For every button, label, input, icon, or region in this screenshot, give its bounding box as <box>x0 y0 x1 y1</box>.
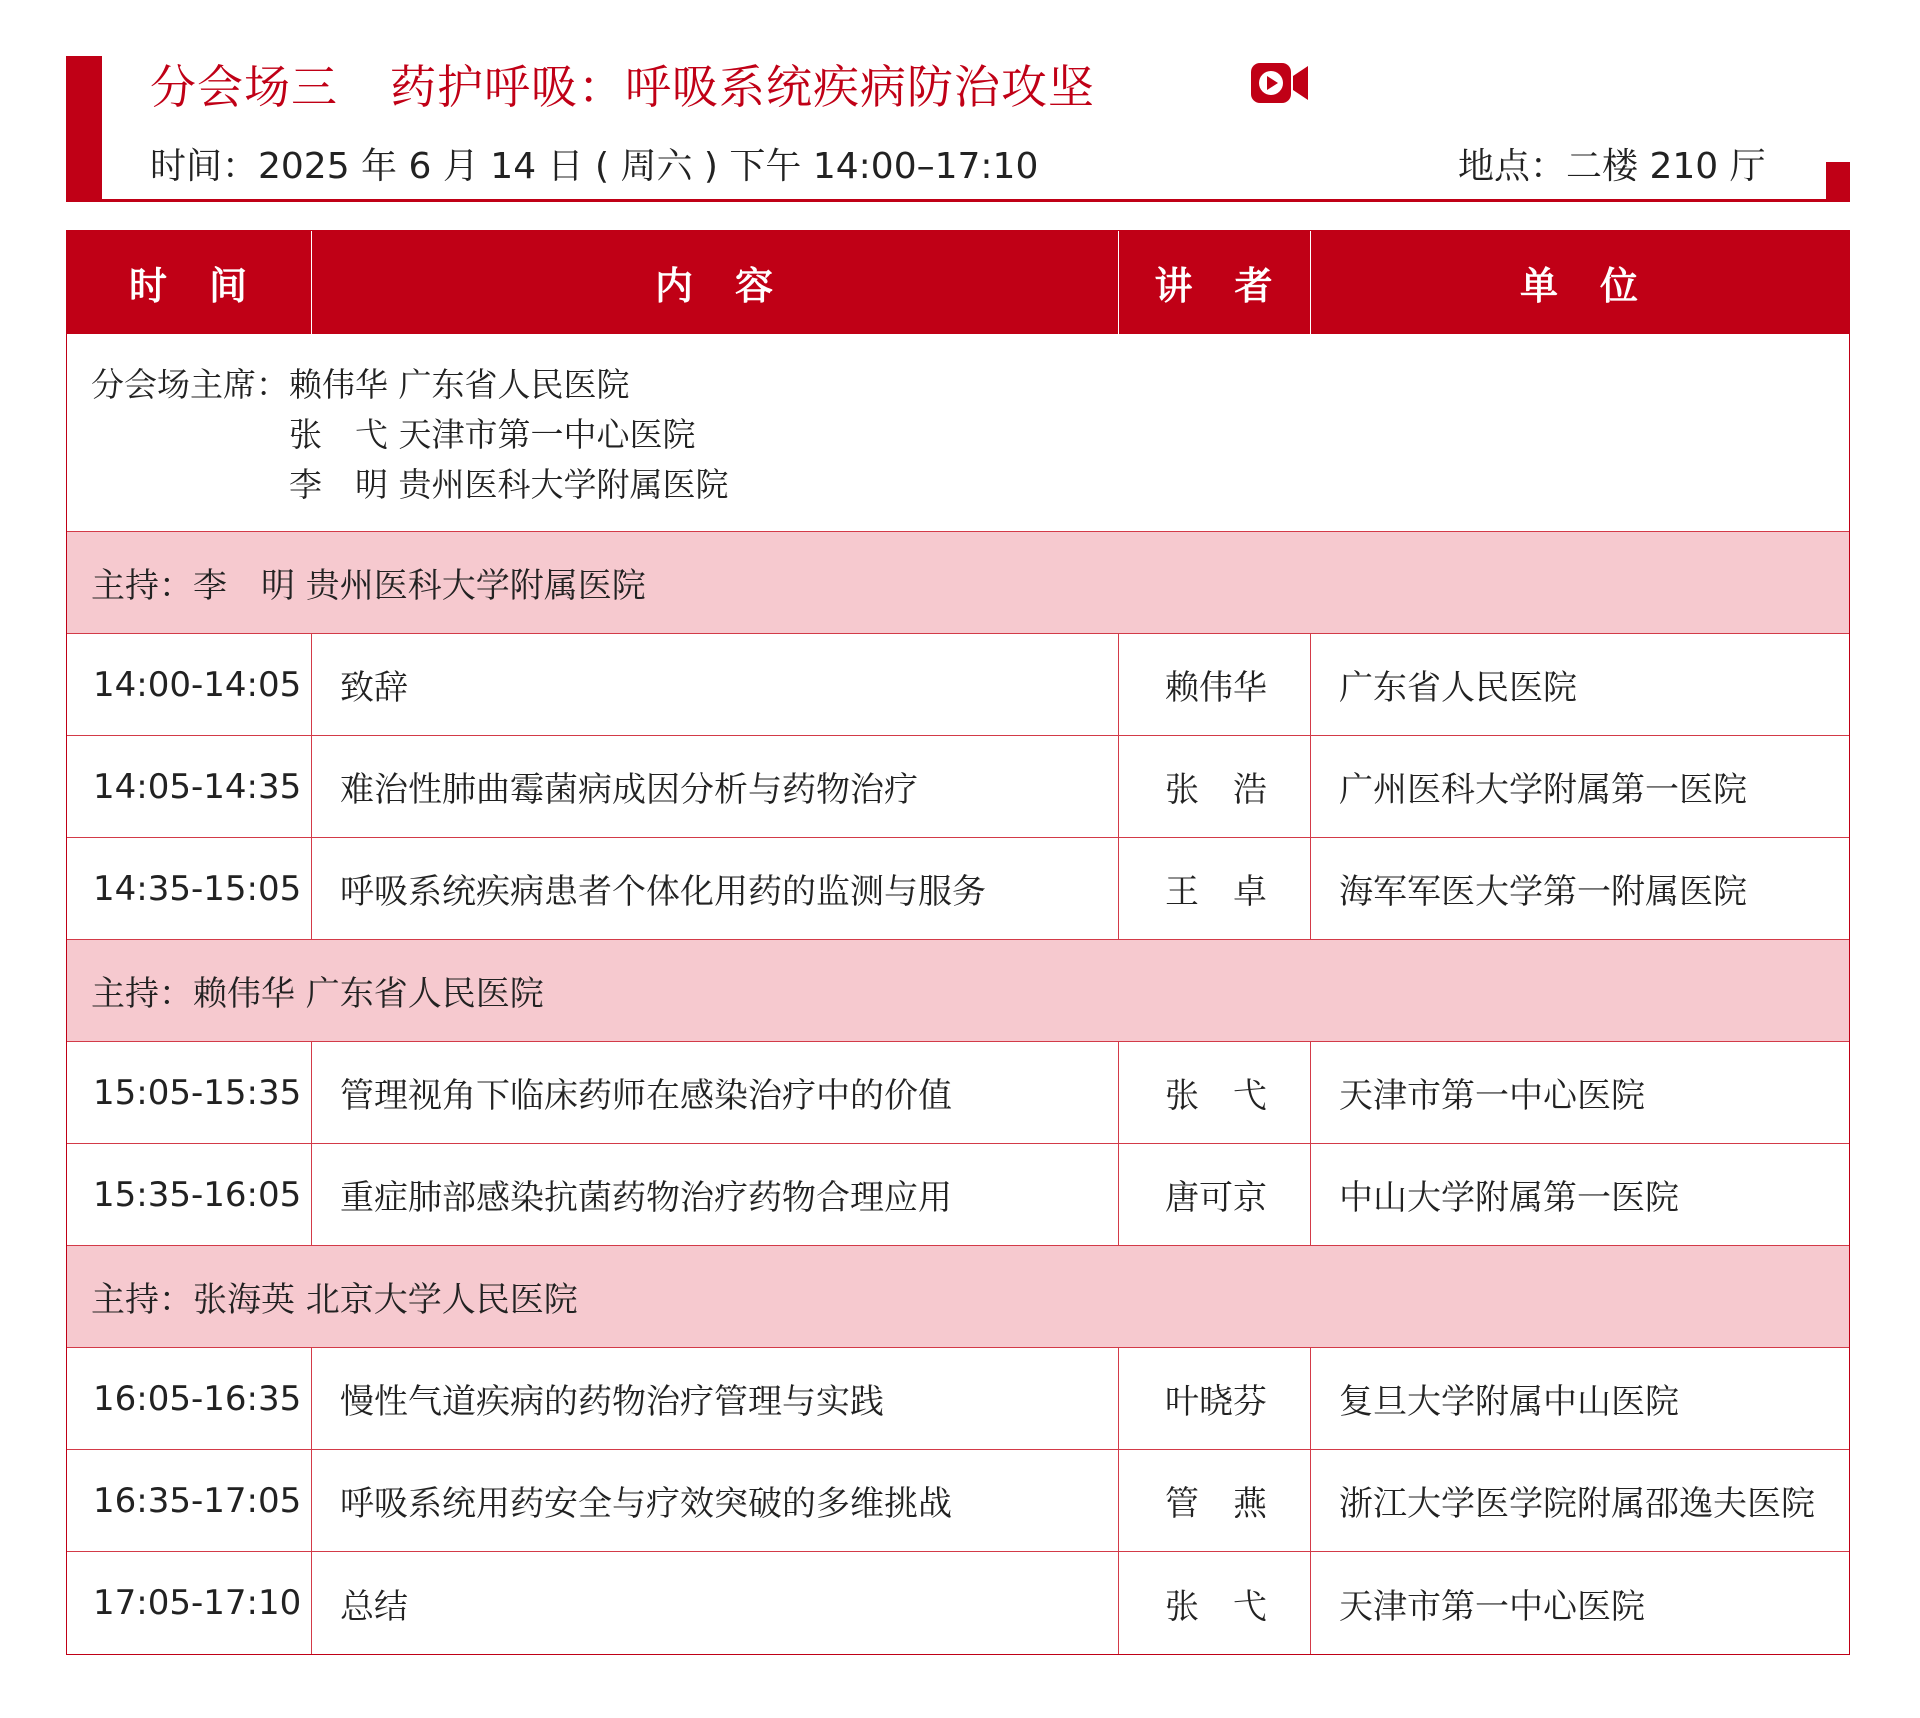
host-text: 主持：张海英 北京大学人民医院 <box>91 1280 578 1320</box>
session-location: 地点：二楼 210 厅 <box>1458 145 1766 187</box>
row-time: 14:00-14:05 <box>67 634 312 735</box>
row-time: 14:35-15:05 <box>67 838 312 939</box>
header-accent-block <box>1826 162 1850 202</box>
header-time: 时 间 <box>67 231 312 334</box>
row-content: 致辞 <box>312 634 1119 735</box>
row-speaker: 张 弋 <box>1119 1042 1311 1143</box>
table-row <box>67 736 1849 838</box>
row-unit: 复旦大学附属中山医院 <box>1339 1382 1679 1422</box>
host-row <box>67 532 1849 634</box>
host-text: 主持：李 明 贵州医科大学附属医院 <box>91 566 646 606</box>
row-unit: 中山大学附属第一医院 <box>1339 1178 1679 1218</box>
row-time: 15:35-16:05 <box>67 1144 312 1245</box>
header-divider <box>102 199 1850 202</box>
table-row <box>67 1450 1849 1552</box>
row-unit: 天津市第一中心医院 <box>1339 1586 1645 1627</box>
schedule-table <box>66 230 1850 1655</box>
table-row <box>67 634 1849 736</box>
row-speaker: 赖伟华 <box>1119 634 1311 735</box>
row-time: 15:05-15:35 <box>67 1042 312 1143</box>
chair-name: 李 明 贵州医科大学附属医院 <box>289 465 729 504</box>
table-row <box>67 838 1849 940</box>
row-speaker: 唐可京 <box>1119 1144 1311 1245</box>
host-row <box>67 1246 1849 1348</box>
table-row <box>67 1042 1849 1144</box>
row-time: 16:35-17:05 <box>67 1450 312 1551</box>
row-content: 慢性气道疾病的药物治疗管理与实践 <box>312 1348 1119 1449</box>
row-content: 总结 <box>312 1552 1119 1654</box>
chairs-label: 分会场主席： <box>91 365 289 404</box>
row-unit: 广州医科大学附属第一医院 <box>1339 770 1747 810</box>
row-speaker: 张 浩 <box>1119 736 1311 837</box>
table-header-row <box>67 231 1849 334</box>
row-content: 难治性肺曲霉菌病成因分析与药物治疗 <box>312 736 1119 837</box>
row-speaker: 管 燕 <box>1119 1450 1311 1551</box>
session-time: 时间：2025 年 6 月 14 日 ( 周六 ) 下午 14:00–17:10 <box>150 145 1039 187</box>
host-text: 主持：赖伟华 广东省人民医院 <box>91 974 544 1014</box>
row-content: 呼吸系统用药安全与疗效突破的多维挑战 <box>312 1450 1119 1551</box>
row-time: 16:05-16:35 <box>67 1348 312 1449</box>
header-accent-bar <box>66 56 102 202</box>
session-title <box>150 52 1095 116</box>
row-content: 呼吸系统疾病患者个体化用药的监测与服务 <box>312 838 1119 939</box>
row-unit: 海军军医大学第一附属医院 <box>1339 872 1747 912</box>
header-unit: 单 位 <box>1519 264 1640 308</box>
chair-name: 赖伟华 广东省人民医院 <box>289 365 630 404</box>
row-time: 14:05-14:35 <box>67 736 312 837</box>
row-speaker: 王 卓 <box>1119 838 1311 939</box>
table-row <box>67 1348 1849 1450</box>
header-speaker: 讲 者 <box>1119 231 1311 334</box>
row-content: 重症肺部感染抗菌药物治疗药物合理应用 <box>312 1144 1119 1245</box>
row-speaker: 叶晓芬 <box>1119 1348 1311 1449</box>
row-unit: 浙江大学医学院附属邵逸夫医院 <box>1339 1484 1815 1524</box>
session-name: 分会场三 <box>150 60 338 114</box>
table-row <box>67 1552 1849 1654</box>
row-unit: 天津市第一中心医院 <box>1339 1076 1645 1116</box>
chair-name: 张 弋 天津市第一中心医院 <box>289 415 696 454</box>
table-row <box>67 1144 1849 1246</box>
chairs-row <box>67 334 1849 532</box>
header-content: 内 容 <box>312 231 1119 334</box>
video-camera-icon[interactable] <box>1250 60 1310 106</box>
row-unit: 广东省人民医院 <box>1339 668 1577 708</box>
row-time: 17:05-17:10 <box>67 1552 312 1654</box>
host-row <box>67 940 1849 1042</box>
row-content: 管理视角下临床药师在感染治疗中的价值 <box>312 1042 1119 1143</box>
row-speaker: 张 弋 <box>1119 1552 1311 1654</box>
session-topic: 药护呼吸：呼吸系统疾病防治攻坚 <box>390 60 1095 114</box>
